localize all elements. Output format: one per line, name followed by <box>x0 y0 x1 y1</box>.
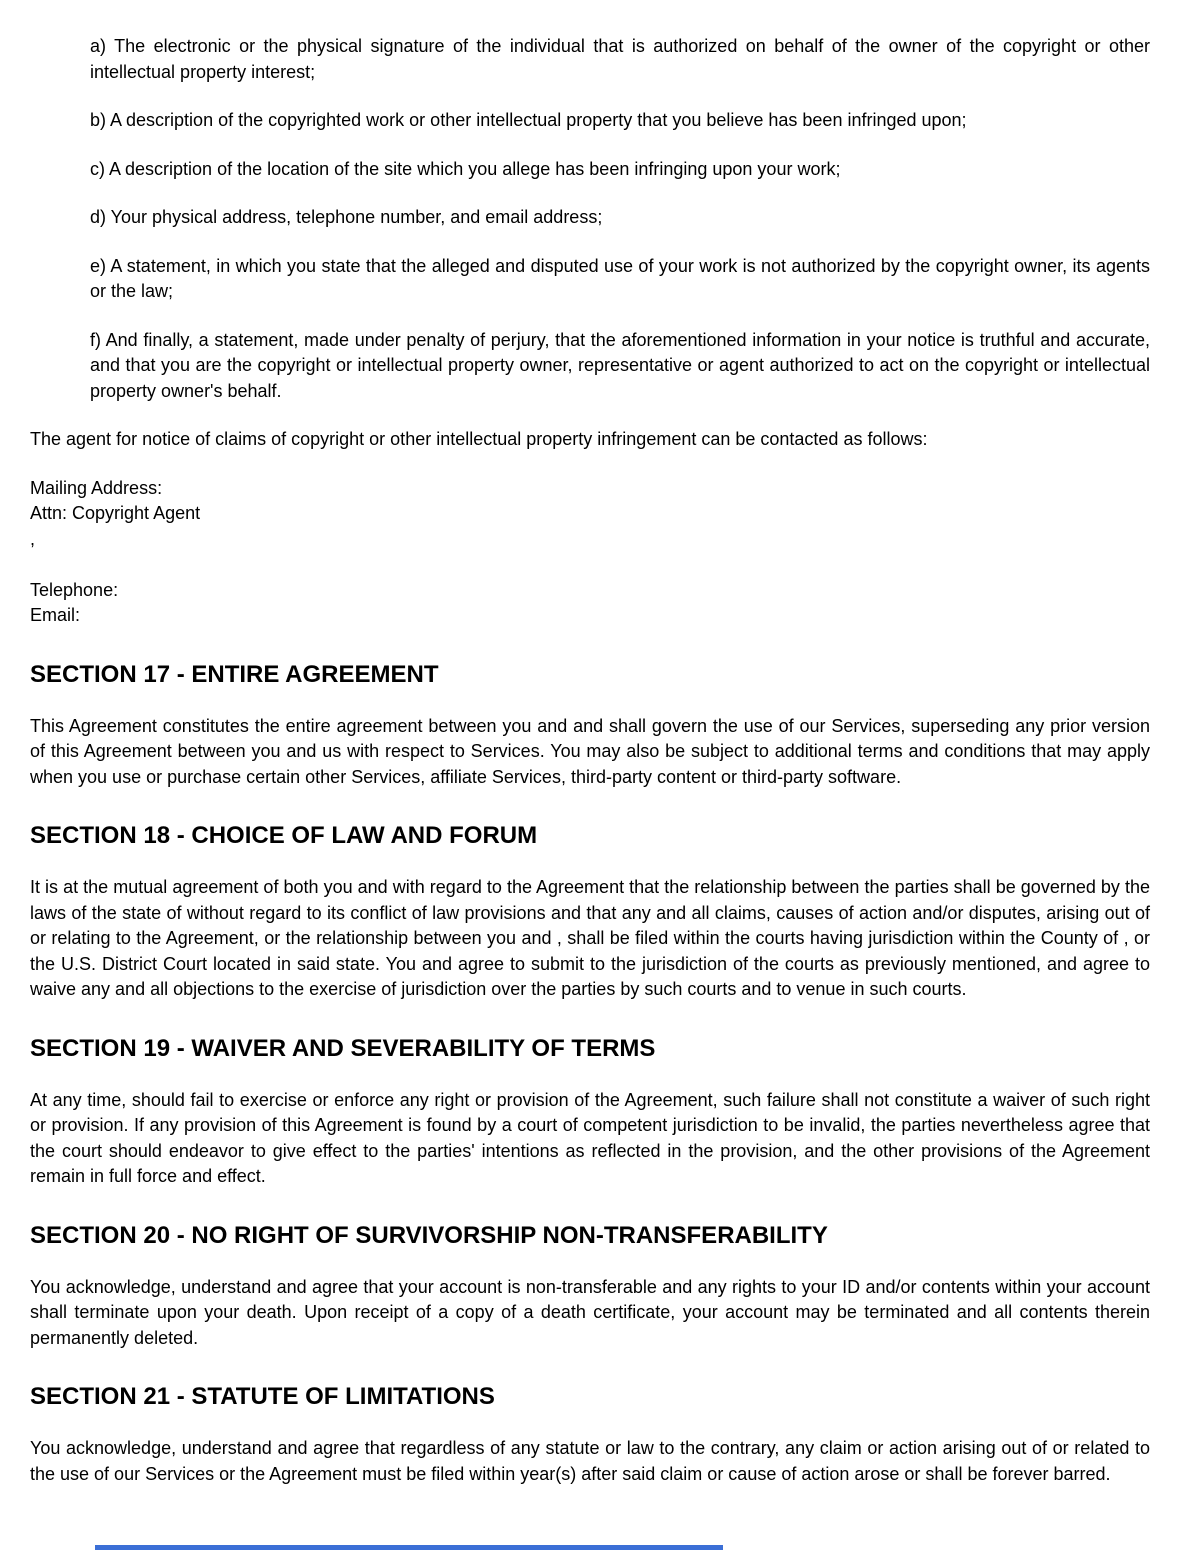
copyright-agent-contact-block <box>30 476 1150 629</box>
section-17-body: This Agreement constitutes the entire agreement between you and and shall govern the use of our Services, superseding any prior version of this Agreement between you and us with respect to Services. You may also be subject to additional terms and conditions that may apply when you use or purchase certain other Services, affiliate Services, third-party content or third-party software. <box>30 715 1150 787</box>
section-20-body: You acknowledge, understand and agree that your account is non-transferable and any rights to your ID and/or contents within your account shall terminate upon your death. Upon receipt of a copy of a death certificate, your account may be terminated and all contents therein permanently deleted. <box>30 1276 1150 1348</box>
attn-line: Attn: Copyright Agent <box>30 503 201 523</box>
copyright-agent-intro: The agent for notice of claims of copyright or other intellectual property infringement can be contacted as follows: <box>30 429 928 449</box>
section-17-heading: SECTION 17 - ENTIRE AGREEMENT <box>30 660 439 688</box>
notice-item-c: c) A description of the location of the site which you allege has been infringing upon your work; <box>90 158 841 179</box>
bottom-blue-bar <box>95 1545 723 1550</box>
section-19-body: At any time, should fail to exercise or enforce any right or provision of the Agreement, such failure shall not constitute a waiver of such right or provision. If any provision of this Agreement is found by a court of competent jurisdiction to be invalid, the parties nevertheless agree that the court should endeavor to give effect to the parties' intentions as reflected in the provision, and the other provisions of the Agreement remain in full force and effect. <box>30 1089 1150 1186</box>
notice-item-b: b) A description of the copyrighted work or other intellectual property that you believe has been infringed upon; <box>90 110 967 130</box>
section-20-heading: SECTION 20 - NO RIGHT OF SURVIVORSHIP NON-TRANSFERABILITY <box>30 1221 828 1249</box>
section-21-body: You acknowledge, understand and agree that regardless of any statute or law to the contrary, any claim or action arising out of or related to the use of our Services or the Agreement must be filed within year(s) after said claim or cause of action arose or shall be forever barred. <box>30 1438 1150 1484</box>
notice-item-a: a) The electronic or the physical signature of the individual that is authorized on behalf of the owner of the copyright or other intellectual property interest; <box>90 36 1150 82</box>
mailing-address-label: Mailing Address: <box>30 477 163 498</box>
section-18-heading: SECTION 18 - CHOICE OF LAW AND FORUM <box>30 822 538 849</box>
address-blank-line <box>30 552 1150 578</box>
notice-item-d: d) Your physical address, telephone number, and email address; <box>90 207 603 227</box>
notice-item-f: f) And finally, a statement, made under penalty of perjury, that the aforementioned information in your notice is truthful and accurate, and that you are the copyright or intellectual property owner, representative or agent authorized to act on the copyright or intellectual property owner's behalf. <box>90 329 1150 401</box>
section-19-heading: SECTION 19 - WAIVER AND SEVERABILITY OF TERMS <box>30 1034 656 1062</box>
email-label: Email: <box>30 605 81 625</box>
telephone-label: Telephone: <box>30 579 119 600</box>
section-21-heading: SECTION 21 - STATUTE OF LIMITATIONS <box>30 1383 495 1410</box>
city-state-line: , <box>30 528 36 549</box>
notice-item-e: e) A statement, in which you state that the alleged and disputed use of your work is not authorized by the copyright owner, its agents or the law; <box>90 255 1150 301</box>
section-18-body: It is at the mutual agreement of both you and with regard to the Agreement that the relationship between the parties shall be governed by the laws of the state of without regard to its conflict of law provisions and that any and all claims, causes of action and/or disputes, arising out of or relating to the Agreement, or the relationship between you and , shall be filed within the courts having jurisdiction within the County of , or the U.S. District Court located in said state. You and agree to submit to the jurisdiction of the courts as previously mentioned, and agree to waive any and all objections to the exercise of jurisdiction over the parties by such courts and to venue in such courts. <box>30 877 1150 999</box>
